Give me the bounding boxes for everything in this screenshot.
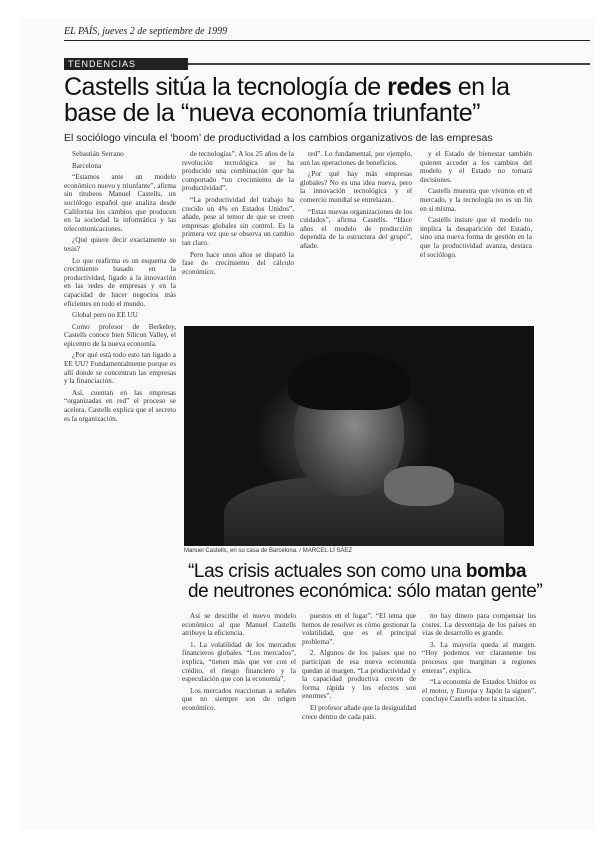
body-paragraph: 3. La mayoría queda al margen. “Hoy podemos ver claramente los procesos que marginan a regiones enteras”, explica.: [422, 640, 536, 675]
body-paragraph: El profesor añade que la desigualdad crece dentro de cada país.: [302, 703, 416, 721]
headline-bold: redes: [387, 73, 452, 101]
column-5: [182, 612, 296, 830]
photo-hair-shape: [288, 352, 410, 410]
body-paragraph: “La productividad del trabajo ha crecido un 4% en Estados Unidos”, añade, pese al temor de que se creen empresas globales sin control. Es la primera vez que se observa un cambio tan claro.: [182, 195, 294, 247]
body-paragraph: Los mercados reaccionan a señales que no siempre son de origen económico.: [182, 686, 296, 712]
column-1: [64, 150, 176, 830]
column-4: [420, 150, 532, 324]
header-rule: [64, 40, 590, 41]
section-rule: [188, 63, 590, 65]
body-paragraph: y el Estado de bienestar también quieren acceder a los cambios del modelo y el Estado no tomará decisiones.: [420, 150, 532, 184]
body-paragraph: ¿Por qué está todo esto tan ligado a EE UU? Fundamentalmente porque es allí donde se concentran las empresas y la financiación.: [64, 351, 176, 386]
column-3: [300, 150, 412, 324]
body-paragraph: no hay dinero para compensar los costes. La desventaja de los países en vías de desarrollo es grande.: [422, 612, 536, 638]
pull-quote: [188, 562, 548, 602]
body-paragraph: puestos en el lugar”. “El tema que hemos de resolver es cómo gestionar la volatilidad, que es el principal problema”.: [302, 612, 416, 646]
body-paragraph: “Estamos ante un modelo económico nuevo y triunfante”, afirma sin titubeos Manuel Castells, un sociólogo español que analiza desde California los cambios que producen en la sociedad la informática y las telecomunicaciones.: [64, 173, 176, 233]
pull-quote-part1: “Las crisis actuales son como una: [188, 561, 466, 582]
body-paragraph: “La economía de Estados Unidos es el motor, y Europa y Japón la siguen”, concluye Castells sobre la situación.: [422, 678, 536, 704]
portrait-photo: [184, 326, 534, 546]
body-paragraph: Sebastián Serrano: [72, 150, 124, 158]
body-paragraph: Así se describe el nuevo modelo económico al que Manuel Castells atribuye la eficiencia.: [182, 612, 296, 638]
column-6: [302, 612, 416, 830]
body-paragraph: Global pero no EE UU: [72, 311, 138, 320]
body-paragraph: 1. La volatilidad de los mercados financieros globales. “Los mercados”, explica, “tienen más que ver con el crédito, el riesgo financiero y la especulación que con la economía”.: [182, 640, 296, 684]
body-paragraph: Lo que reafirma es un esquema de crecimiento basado en la productividad, ligado a la innovación en las redes de empresas y en la capacidad de hacer negocios más eficientes en todo el mundo.: [64, 256, 176, 308]
body-paragraph: “Estas nuevas organizaciones de los cuidados”, afirma Castells. “Hace años el modelo de producción dependía de la estructura del grupo”, añade.: [300, 207, 412, 250]
body-paragraph: Castells insiste que el modelo no implica la desaparición del Estado, sino una nueva forma de gestión en la que la productividad avanza, destaca el sociólogo.: [420, 216, 532, 259]
body-paragraph: de tecnologías”. A los 25 años de la revolución tecnológica se ha producido una combinación que ha comportado “un crecimiento de la productividad”.: [182, 150, 294, 193]
subheadline: El sociólogo vincula el ‘boom’ de productividad a los cambios organizativos de las empresas: [64, 132, 493, 144]
headline: [64, 74, 534, 126]
headline-part1: Castells sitúa la tecnología de: [64, 73, 388, 101]
body-paragraph: ¿Qué quiere decir exactamente su tesis?: [64, 236, 176, 253]
photo-hand-shape: [384, 466, 454, 506]
body-paragraph: Barcelona: [72, 161, 102, 170]
pull-quote-bold: bomba: [465, 561, 527, 582]
body-paragraph: Castells muestra que vivimos en el mercado, y la tecnología no es un fin en sí misma.: [420, 187, 532, 213]
column-2: [182, 150, 294, 324]
headline-part2: en la base de la “nueva economía triunfante”: [64, 73, 510, 127]
body-paragraph: Pero hace unos años se disparó la fase de crecimiento del cálculo económico.: [182, 250, 294, 276]
body-paragraph: Así, cuentan en las empresas “organizadas en red” el proceso se acelera. Castells explica que el secreto es la organización.: [64, 388, 176, 423]
photo-caption: Manuel Castells, en su casa de Barcelona. / MARCEL·LÍ SÁEZ: [184, 548, 353, 554]
pull-quote-part2: de neutrones económica: sólo matan gente”: [188, 581, 543, 602]
body-paragraph: 2. Algunos de los países que no participan de esa nueva economía quedan al margen. “La productividad y la capacidad productiva crecen de forma rápida y los efectos son enormes”.: [302, 649, 416, 701]
section-tag: TENDENCIAS: [64, 58, 188, 70]
body-paragraph: red”. Lo fundamental, por ejemplo, son las operaciones de beneficios.: [300, 150, 412, 167]
body-paragraph: Como profesor de Berkeley, Castells conoce bien Silicon Valley, el epicentro de la nueva economía.: [64, 322, 176, 348]
body-paragraph: ¿Por qué hay más empresas globales? No es una idea nueva, pero la innovación tecnológica y el comercio mundial se entrelazan.: [300, 170, 412, 204]
masthead-line: EL PAÍS, jueves 2 de septiembre de 1999: [64, 26, 228, 37]
column-7: [422, 612, 536, 830]
